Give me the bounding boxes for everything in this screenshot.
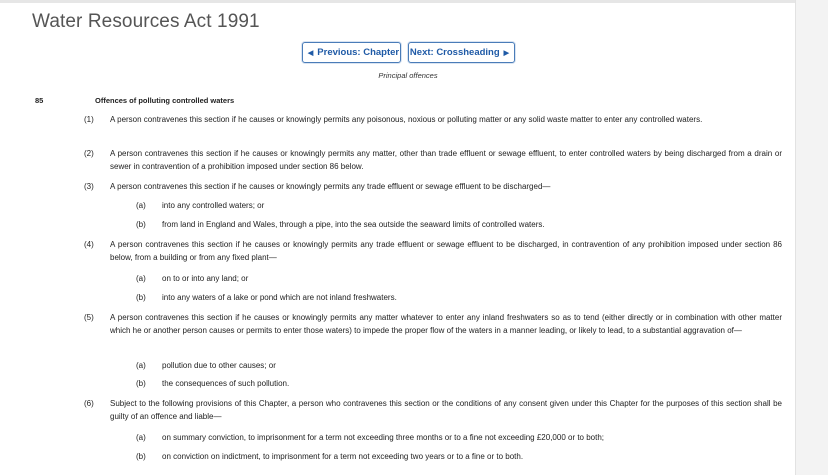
paragraph-text: into any controlled waters; or (162, 201, 265, 210)
subsection-text: A person contravenes this section if he causes or knowingly permits any trade effluent or sewage effluent to be discharged, in contravention of any prohibition imposed under section 86 below, from a building or from any fixed plant— (110, 240, 782, 263)
paragraph-text: on to or into any land; or (162, 274, 249, 283)
subsection-number: (4) (84, 240, 94, 249)
subsection-text: A person contravenes this section if he causes or knowingly permits any matter whatever to enter any inland freshwaters so as to tend (either directly or in combination with other matter which he or another person causes or permits to enter those waters) to impede the proper flow of the waters in a manner leading, or likely to lead, to a substantial aggravation of— (110, 313, 782, 336)
paragraph-number: (b) (136, 293, 146, 302)
chevron-right-icon: ▶ (503, 49, 510, 57)
paragraph-number: (a) (136, 433, 146, 442)
paragraph-number: (b) (136, 379, 146, 388)
paragraph-text: into any waters of a lake or pond which are not inland freshwaters. (162, 293, 397, 302)
paragraph-text: on summary conviction, to imprisonment for a term not exceeding three months or to a fine not exceeding £20,000 or to both; (162, 433, 605, 442)
subsection-text: Subject to the following provisions of this Chapter, a person who contravenes this section or the conditions of any consent given under this Chapter for the purposes of this section shall be guilty of an offence and liable— (110, 399, 782, 422)
subsection-1 (84, 113, 784, 141)
subsection-number: (1) (84, 115, 94, 124)
subsection-4 (84, 238, 784, 266)
subsection-6 (84, 397, 784, 425)
paragraph-number: (a) (136, 201, 146, 210)
subsection-number: (3) (84, 182, 94, 191)
subsection-text: A person contravenes this section if he causes or knowingly permits any matter, other than trade effluent or sewage effluent, to enter controlled waters by being discharged from a drain or sewer in contravention of a prohibition imposed under section 86 below. (110, 149, 782, 172)
subsection-5 (84, 311, 784, 352)
paragraph-text: pollution due to other causes; or (162, 361, 276, 370)
paragraph-number: (b) (136, 220, 146, 229)
subsection-2 (84, 147, 784, 175)
section-number: 85 (35, 96, 44, 105)
subsection-text: A person contravenes this section if he causes or knowingly permits any trade effluent or sewage effluent to be discharged— (110, 182, 551, 191)
paragraph-text: from land in England and Wales, through a pipe, into the sea outside the seaward limits of controlled waters. (162, 220, 545, 229)
paragraph-number: (a) (136, 361, 146, 370)
previous-chapter-button[interactable] (302, 42, 401, 63)
subsection-number: (5) (84, 313, 94, 322)
subsection-number: (6) (84, 399, 94, 408)
top-divider (0, 0, 795, 3)
paragraph-number: (b) (136, 452, 146, 461)
subsection-3 (84, 180, 784, 194)
subsection-text: A person contravenes this section if he causes or knowingly permits any poisonous, noxious or polluting matter or any solid waste matter to enter any controlled waters. (110, 115, 703, 124)
paragraph-number: (a) (136, 274, 146, 283)
section-title: Offences of polluting controlled waters (95, 96, 235, 105)
crossheading: Principal offences (378, 71, 438, 80)
paragraph-text: the consequences of such pollution. (162, 379, 290, 388)
paragraph-text: on conviction on indictment, to imprisonment for a term not exceeding two years or to a fine or to both. (162, 452, 524, 461)
next-crossheading-label: Next: Crossheading (409, 47, 500, 58)
next-crossheading-button[interactable] (408, 42, 515, 63)
page-title: Water Resources Act 1991 (32, 11, 260, 32)
previous-chapter-label: Previous: Chapter (317, 47, 400, 58)
subsection-number: (2) (84, 149, 94, 158)
chevron-left-icon: ◀ (307, 49, 314, 57)
